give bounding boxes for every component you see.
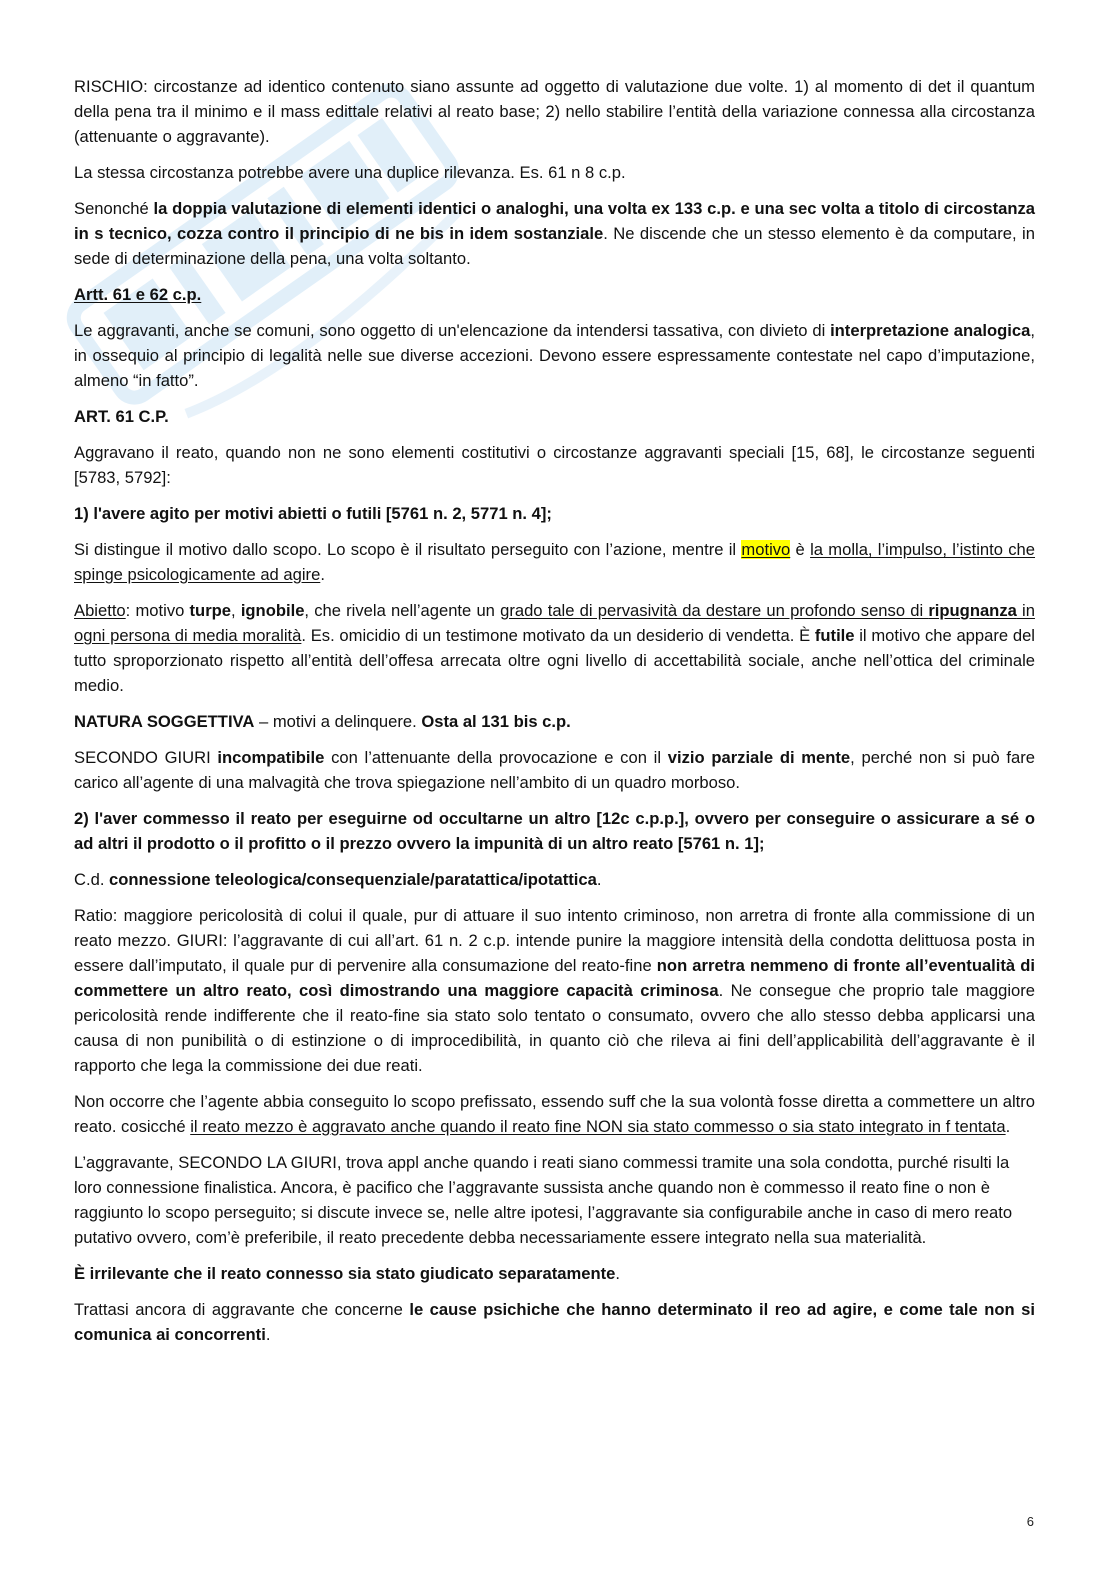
paragraph [74,501,1035,526]
paragraph [74,1150,1035,1250]
text-run: – motivi a delinquere. [254,712,422,731]
paragraph [74,74,1035,149]
text-run: . [320,565,325,584]
paragraph [74,709,1035,734]
text-run: NATURA SOGGETTIVA [74,712,255,731]
text-run: turpe [189,601,232,620]
paragraph [74,867,1035,892]
text-run: Trattasi ancora di aggravante che concerne [74,1300,410,1319]
text-run: il reato mezzo è aggravato anche quando il reato fine NON sia stato commesso o sia stato integrato in f tentata [190,1117,1006,1136]
text-run: . [615,1264,620,1283]
paragraph [74,196,1035,271]
text-run: Abietto [74,601,126,620]
text-run: Senonché [74,199,154,218]
text-run: C.d. [74,870,110,889]
text-run: Ratio: maggiore pericolosità di colui il quale, pur di attuare il suo intento criminoso, non arretra di fronte alla commissione di un reato mezzo. GIURI: l’aggravante di cui all’art. 61 n. 2 c.p. intende punire la maggiore intensità della condotta delittuosa posta in essere dall’imputato, il quale pur di pervenire alla consumazione del reato-fine [74,906,1035,975]
paragraph [74,404,1035,429]
text-run: Artt. 61 e 62 c.p. [74,285,202,304]
paragraph [74,1089,1035,1139]
text-run: con l’attenuante della provocazione e con il [324,748,668,767]
text-run: Si distingue il motivo dallo scopo. Lo scopo è il risultato perseguito con l’azione, mentre il [74,540,742,559]
text-run: incompatibile [217,748,325,767]
text-run: Le aggravanti, anche se comuni, sono oggetto di un'elencazione da intendersi tassativa, con divieto di [74,321,831,340]
text-run: la doppia valutazione di elementi identici o analoghi, una volta ex 133 c.p. e una sec volta a titolo di circostanza in s tecnico, cozza contro il principio di ne bis in idem sostanziale [74,199,1035,243]
text-run: È irrilevante che il reato connesso sia stato giudicato separatamente [74,1264,616,1283]
text-run: futile [814,626,855,645]
paragraph [74,903,1035,1078]
paragraph [74,318,1035,393]
text-run: La stessa circostanza potrebbe avere una duplice rilevanza. Es. 61 n 8 c.p. [74,163,626,182]
paragraph [74,440,1035,490]
text-run: , perché non si può fare carico all’agente di una malvagità che trova spiegazione nell’ambito di un quadro morboso. [74,748,1036,792]
text-run: . Ne consegue che proprio tale maggiore pericolosità rende indifferente che il reato-fine sia stato solo tentato o consumato, ovvero che allo stesso debba applicarsi una causa di non punibilità o di estinzione o di improcedibilità, in quanto ciò che rileva ai fini dell’applicabilità dell’aggravante è il rapporto che lega la commissione dei due reati. [74,981,1035,1075]
text-run: . Ne discende che un stesso elemento è da computare, in sede di determinazione della pena, una volta soltanto. [74,224,1035,268]
paragraph [74,160,1035,185]
text-run: , che rivela nell’agente un [304,601,501,620]
text-run: ignobile [240,601,305,620]
text-run: , in ossequio al principio di legalità nelle sue diverse accezioni. Devono essere espressamente contestate nel capo d’imputazione, almeno “in fatto”. [74,321,1035,390]
text-run: SECONDO GIURI [74,748,218,767]
text-run: ART. 61 C.P. [74,407,169,426]
text-run: è [790,540,811,559]
highlighted-text: motivo [741,540,791,559]
text-run: il motivo che appare del tutto sproporzionato rispetto all’entità dell’offesa arrecata oltre ogni livello di accettabilità sociale, anche nell’ottica del criminale medio. [74,626,1035,695]
text-run: interpretazione analogica [830,321,1031,340]
paragraph [74,806,1035,856]
text-run: , [231,601,241,620]
text-run: in ogni persona di media moralità [74,601,1035,645]
text-run: : motivo [125,601,190,620]
paragraph [74,598,1035,698]
text-run: 1) l'avere agito per motivi abietti o futili [5761 n. 2, 5771 n. 4]; [74,504,552,523]
text-run: le cause psichiche che hanno determinato il reo ad agire, e come tale non si comunica ai concorrenti [74,1300,1035,1344]
text-run: L’aggravante, SECONDO LA GIURI, trova appl anche quando i reati siano commessi tramite una sola condotta, purché risulti la loro connessione finalistica. Ancora, è pacifico che l’aggravante sussista anche quando non è commesso il reato fine o non è raggiunto lo scopo perseguito; si discute invece se, nelle altre ipotesi, l’aggravante sia configurabile anche in caso di mero reato putativo ovvero, com’è preferibile, il reato precedente debba necessariamente essere integrato nella sua materialità. [74,1153,1013,1247]
text-run: non arretra nemmeno di fronte all’eventualità di commettere un altro reato, così dimostrando una maggiore capacità criminosa [74,956,1036,1000]
text-run: Aggravano il reato, quando non ne sono elementi costitutivi o circostanze aggravanti speciali [15, 68], le circostanze seguenti [5783, 5792]: [74,443,1035,487]
text-run: grado tale di pervasività da destare un profondo senso di [500,601,929,620]
document-body [74,74,1035,1358]
paragraph [74,745,1035,795]
text-run: vizio parziale di mente [667,748,851,767]
text-run: RISCHIO: circostanze ad identico contenuto siano assunte ad oggetto di valutazione due volte. 1) al momento di det il quantum della pena tra il minimo e il mass edittale relativi al reato base; 2) nello stabilire l’entità della variazione connessa alla circostanza (attenuante o aggravante). [74,77,1035,146]
text-run: . [265,1325,271,1344]
text-run: . [1005,1117,1011,1136]
text-run: ripugnanza [928,601,1017,620]
text-run: la molla, l’impulso, l’istinto che spinge psicologicamente ad agire [74,540,1036,584]
text-run: connessione teleologica/consequenziale/paratattica/ipotattica [109,870,597,889]
paragraph [74,282,1035,307]
text-run: . [596,870,602,889]
paragraph [74,1261,1035,1286]
text-run: Non occorre che l’agente abbia conseguito lo scopo prefissato, essendo suff che la sua volontà fosse diretta a commettere un altro reato. cosicché [74,1092,1035,1136]
text-run: Osta al 131 bis c.p. [421,712,571,731]
text-run: . Es. omicidio di un testimone motivato da un desiderio di vendetta. È [301,626,815,645]
page-number: 6 [1026,1514,1034,1529]
paragraph [74,1297,1035,1347]
paragraph [74,537,1035,587]
text-run: 2) l'aver commesso il reato per eseguirne od occultarne un altro [12c c.p.p.], ovvero per conseguire o assicurare a sé o ad altri il prodotto o il profitto o il prezzo ovvero la impunità di un altro reato [5761 n. 1]; [74,809,1035,853]
